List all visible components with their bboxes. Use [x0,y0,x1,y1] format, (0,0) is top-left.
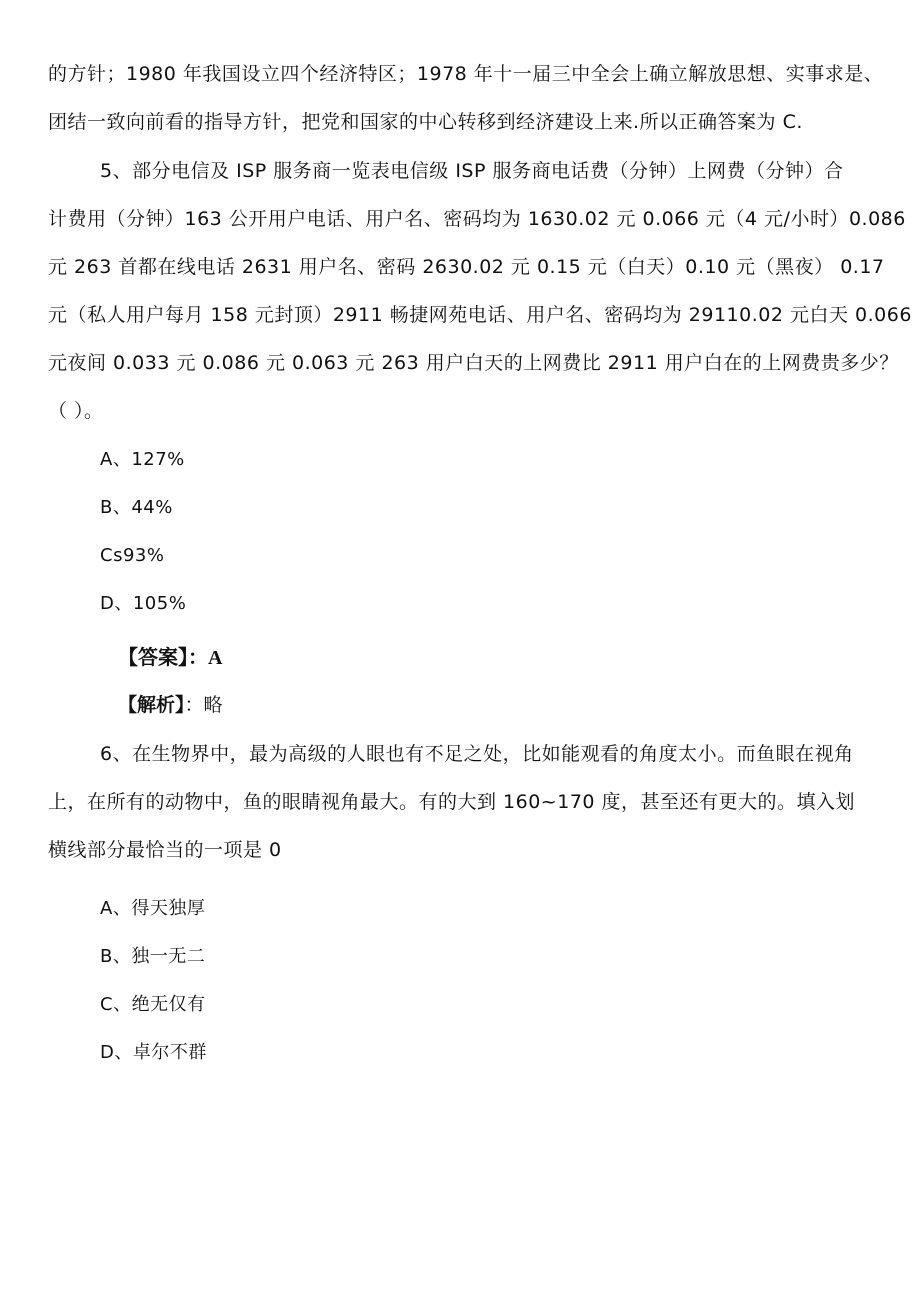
answer-value: A [208,647,223,669]
q6-option-d: D、卓尔不群 [100,1042,207,1063]
q5-option-a: A、127% [100,449,185,470]
analysis-text: ：略 [184,694,223,716]
answer-tag: 【答案】： [118,645,208,669]
prev-question-line-1: 的方针；1980 年我国设立四个经济特区；1978 年十一届三中全会上确立解放思想、实事求是、 [48,63,884,85]
q6-line-3: 横线部分最恰当的一项是 0 [48,839,282,861]
q5-line-4: 元（私人用户每月 158 元封顶）2911 畅捷网苑电话、用户名、密码均为 29110.02 元白天 0.066 [48,304,912,326]
q5-analysis [118,691,223,719]
q6-line-2: 上，在所有的动物中，鱼的眼睛视角最大。有的大到 160~170 度，甚至还有更大的。填入划 [48,791,856,813]
q5-option-c: Cs93% [100,545,165,566]
q5-line-3: 元 263 首都在线电话 2631 用户名、密码 2630.02 元 0.15 元（白天）0.10 元（黑夜） 0.17 [48,256,885,278]
q5-line-6: （ ）。 [48,400,104,422]
q5-line-5: 元夜间 0.033 元 0.086 元 0.063 元 263 用户白天的上网费比 2911 用户白在的上网费贵多少？ [48,352,899,374]
q6-line-1: 6、在生物界中，最为高级的人眼也有不足之处，比如能观看的角度太小。而鱼眼在视角 [100,743,854,765]
q6-option-a: A、得天独厚 [100,898,206,919]
prev-question-line-2: 团结一致向前看的指导方针，把党和国家的中心转移到经济建设上来.所以正确答案为 C. [48,111,803,133]
q5-option-d: D、105% [100,593,187,614]
q5-answer [118,642,222,673]
analysis-tag: 【解析】 [118,694,185,716]
q5-option-b: B、44% [100,497,173,518]
q5-line-2: 计费用（分钟）163 公开用户电话、用户名、密码均为 1630.02 元 0.066 元（4 元/小时）0.086 [48,208,906,230]
q6-option-b: B、独一无二 [100,946,206,967]
q5-line-1: 5、部分电信及 ISP 服务商一览表电信级 ISP 服务商电话费（分钟）上网费（分钟）合 [100,160,844,182]
q6-option-c: C、绝无仅有 [100,994,206,1015]
